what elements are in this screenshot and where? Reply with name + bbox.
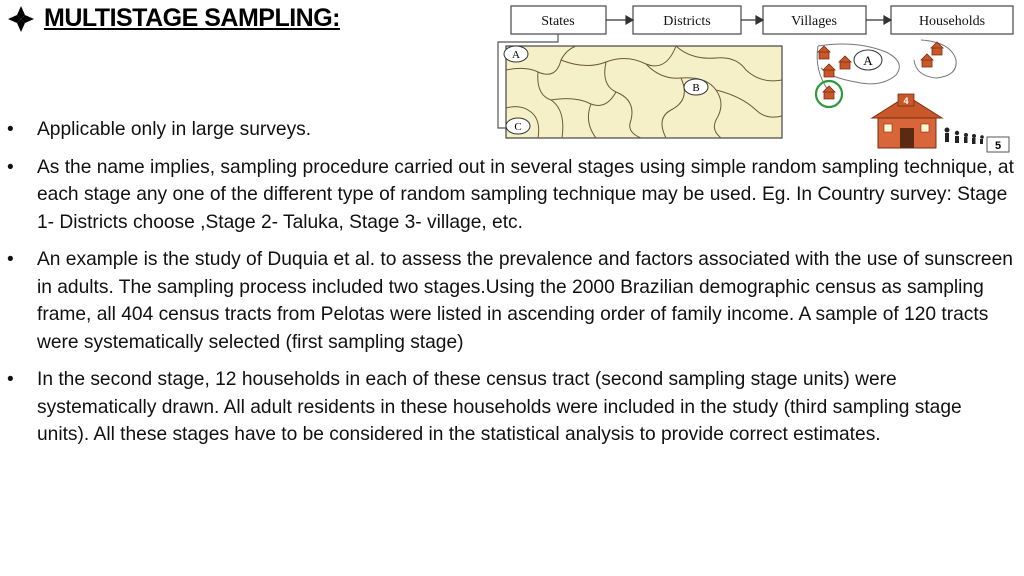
page-title: MULTISTAGE SAMPLING: [44, 4, 340, 32]
bullet-dot-icon: • [7, 249, 14, 270]
map-region-c-label: C [514, 121, 522, 133]
svg-text:4: 4 [903, 96, 909, 106]
bullet-dot-icon: • [7, 369, 14, 390]
bullet-item [0, 246, 1024, 356]
bullet-text: An example is the study of Duquia et al. to assess the prevalence and factors associated with the use of sunscreen in adults. The sampling process included two stages.Using the 2000 Brazilian demographic census as sampling frame, all 404 census tracts from Pelotas were listed in ascending order of family income. A sample of 120 tracts were systematically selected (first sampling stage) [37, 249, 1013, 353]
bullet-item [0, 154, 1024, 237]
stage-number-label: 5 [994, 140, 1002, 152]
bullet-text: Applicable only in large surveys. [37, 119, 312, 140]
village-a-label: A [863, 53, 873, 68]
flow-box-districts-label: Districts [663, 14, 711, 29]
bullet-dot-icon: • [7, 156, 14, 178]
bullet-list [0, 116, 1024, 459]
title-row [8, 4, 340, 33]
village-cluster [816, 40, 956, 107]
bullet-dot-icon: • [7, 119, 14, 140]
flow-box-households-label: Households [918, 14, 986, 29]
flow-box-villages-label: Villages [791, 14, 837, 29]
bullet-text: In the second stage, 12 households in each of these census tract (second sampling stage units) were systematically drawn. All adult residents in these households were included in the study (third sampling stage units). All these stages have to be considered in the statistical analysis to provide correct estimates. [37, 369, 962, 445]
flow-box-states-label: States [541, 14, 575, 29]
map-region-b-label: B [692, 82, 700, 94]
bullet-item [0, 366, 1024, 449]
map-region-a-label: A [512, 49, 520, 61]
bullet-text: As the name implies, sampling procedure carried out in several stages using simple random sampling technique, at each stage any one of the different type of random sampling technique may be used. Eg. In Country survey: Stage 1- Districts choose ,Stage 2- Taluka, Stage 3- village, etc. [37, 156, 1014, 233]
bullet-item [0, 116, 1024, 144]
diamond-bullet-icon [8, 6, 34, 32]
